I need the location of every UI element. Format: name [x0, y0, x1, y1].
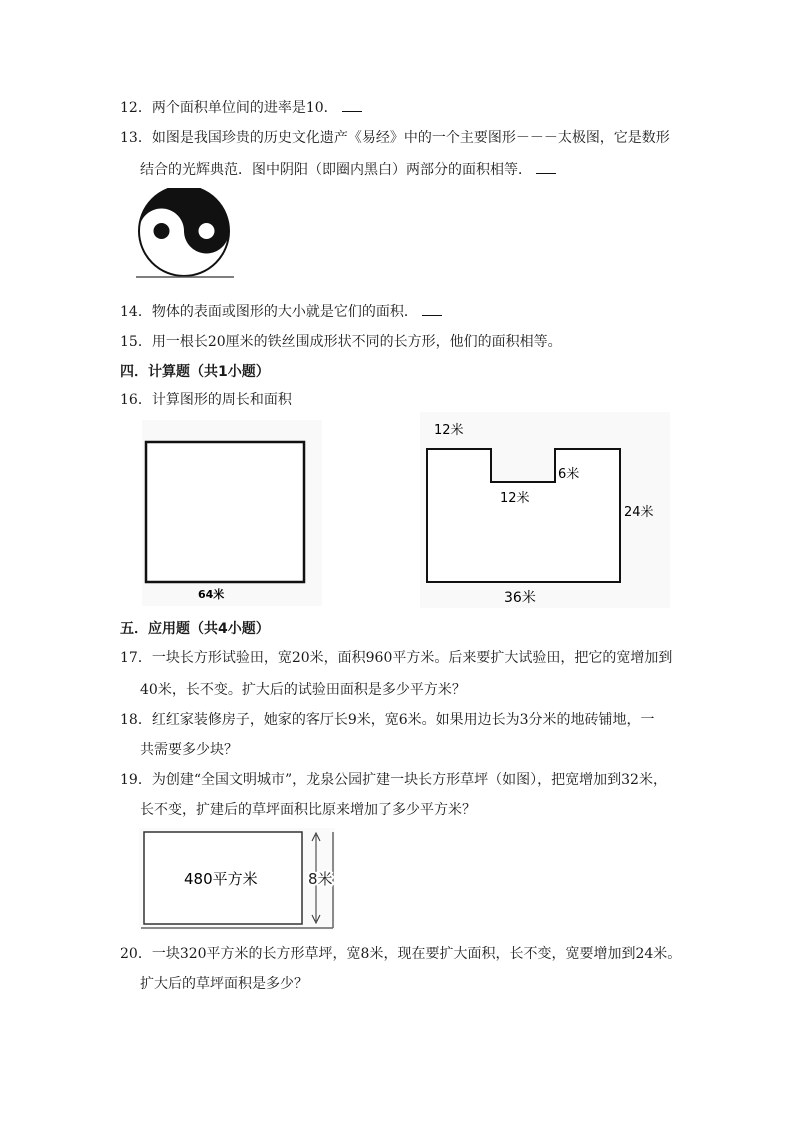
square-side-label: 64米	[198, 588, 225, 601]
label-notch-width: 12米	[500, 491, 530, 506]
question-13-line1: 13．如图是我国珍贵的历史文化遗产《易经》中的一个主要图形－－－太极图，它是数形	[120, 130, 670, 146]
question-13-line2: 结合的光辉典范．图中阴阳（即圈内黑白）两部分的面积相等．	[140, 162, 532, 178]
label-bottom-width: 36米	[504, 590, 536, 606]
answer-blank[interactable]	[342, 99, 362, 112]
question-19-line1: 19．为创建“全国文明城市”，龙泉公园扩建一块长方形草坪（如图），把宽增加到32米，	[120, 772, 667, 788]
question-20-line2: 扩大后的草坪面积是多少？	[140, 976, 308, 992]
question-17-line1: 17．一块长方形试验田，宽20米，面积960平方米。后来要扩大试验田，把它的宽增加到	[120, 650, 673, 666]
question-18-line1: 18．红红家装修房子，她家的客厅长9米，宽6米。如果用边长为3分米的地砖铺地，一	[120, 712, 655, 728]
taiji-light-dot	[199, 223, 215, 239]
question-16-text: 16．计算图形的周长和面积	[120, 392, 292, 408]
question-12	[120, 98, 362, 118]
question-20-line1: 20．一块320平方米的长方形草坪，宽8米，现在要扩大面积，长不变，宽要增加到24米。	[120, 946, 682, 962]
lawn-figure	[139, 828, 335, 930]
lawn-side-label: 8米	[308, 870, 333, 888]
question-17-line2: 40米，长不变。扩大后的试验田面积是多少平方米？	[140, 682, 466, 698]
question-12-text: 12．两个面积单位间的进率是10．	[120, 100, 338, 116]
taiji-figure	[136, 188, 236, 280]
square-figure	[142, 420, 322, 606]
question-19-line2: 长不变，扩建后的草坪面积比原来增加了多少平方米？	[140, 802, 476, 818]
section-5-heading: 五．应用题（共4小题）	[120, 621, 270, 637]
section-4-heading: 四．计算题（共1小题）	[120, 364, 270, 380]
question-14-text: 14．物体的表面或图形的大小就是它们的面积．	[120, 304, 418, 320]
answer-blank[interactable]	[422, 303, 442, 316]
label-top-width: 12米	[434, 423, 464, 438]
lawn-area-label: 480平方米	[184, 870, 258, 888]
question-15-text: 15．用一根长20厘米的铁丝围成形状不同的长方形，他们的面积相等。	[120, 334, 562, 350]
question-13	[140, 160, 556, 180]
question-18-line2: 共需要多少块？	[140, 742, 238, 758]
label-right-height: 24米	[624, 505, 654, 520]
taiji-dark-dot	[154, 223, 170, 239]
label-notch-depth: 6米	[558, 467, 580, 482]
square-shape	[146, 442, 304, 582]
notched-rect-figure	[420, 412, 670, 608]
question-14	[120, 302, 442, 322]
answer-blank[interactable]	[536, 161, 556, 174]
